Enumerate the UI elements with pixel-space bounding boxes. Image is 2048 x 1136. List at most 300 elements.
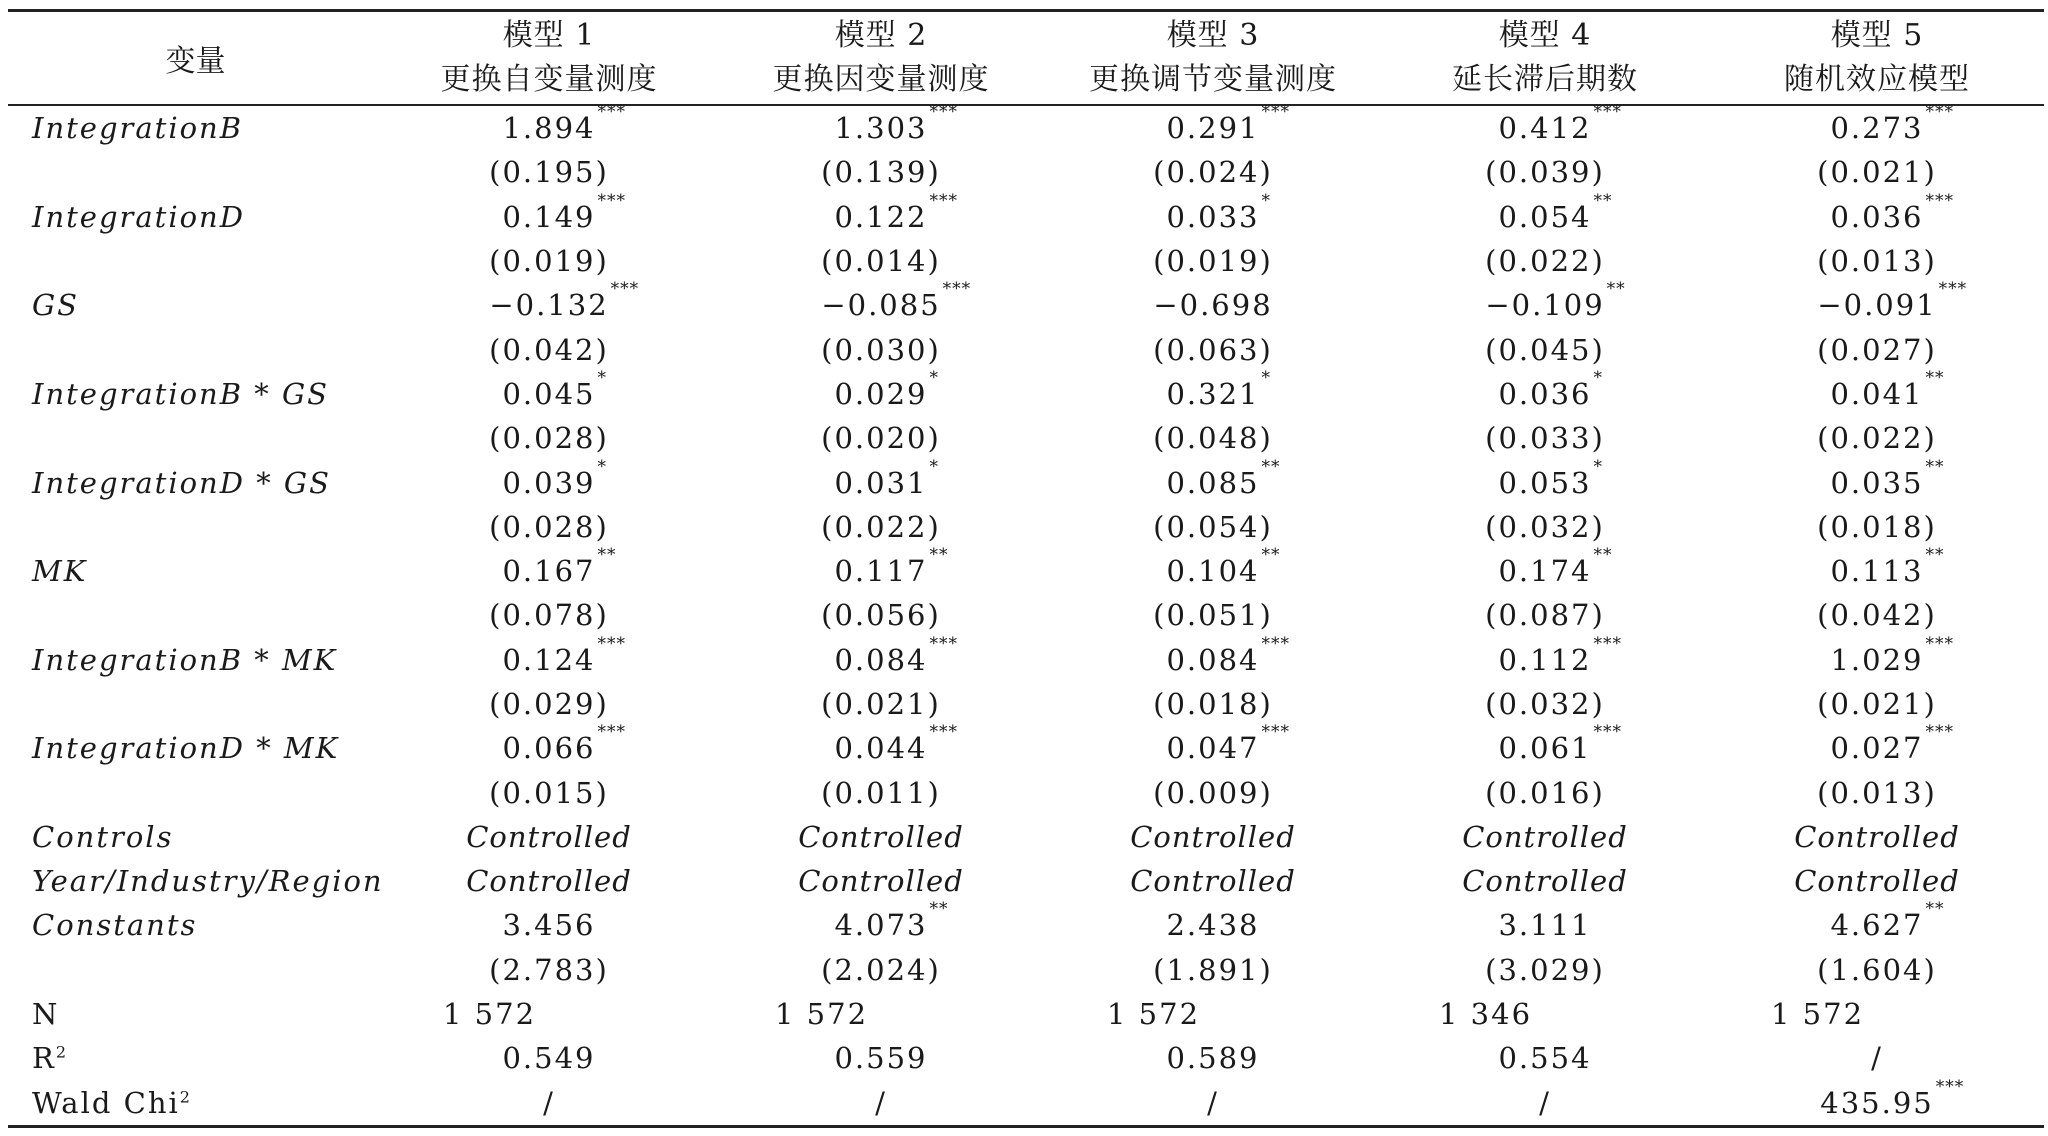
- cell-number: 0.104: [1166, 554, 1260, 589]
- cell-value: [1817, 333, 1937, 367]
- cell-model-2: [715, 102, 1047, 146]
- significance-stars: ***: [1925, 633, 1955, 654]
- cell-number: (0.018): [1817, 509, 1937, 544]
- cell-number: 0.412: [1498, 111, 1592, 146]
- cell-value: [821, 155, 941, 189]
- cell-value: [834, 545, 949, 589]
- cell-number: 0.047: [1166, 731, 1260, 766]
- cell-value: [1485, 155, 1605, 189]
- row-label: [8, 200, 383, 234]
- cell-number: (0.078): [489, 598, 609, 633]
- cell-value: [1153, 155, 1273, 189]
- significance-stars: **: [929, 899, 949, 920]
- header-model-1: [383, 12, 715, 104]
- cell-model-1: [383, 997, 715, 1031]
- cell-number: 0.549: [502, 1041, 596, 1076]
- cell-value: [1485, 421, 1605, 455]
- cell-model-4: [1379, 510, 1711, 544]
- cell-number: (2.783): [489, 952, 609, 987]
- cell-value: [821, 687, 941, 721]
- model-name: 模型 4: [1498, 18, 1592, 53]
- table-row-se: [8, 593, 2044, 637]
- cell-model-1: [383, 1041, 715, 1075]
- cell-number: (0.022): [1817, 421, 1937, 456]
- header-model-4: [1379, 12, 1711, 104]
- cell-model-4: [1379, 102, 1711, 146]
- cell-value: [489, 421, 609, 455]
- significance-stars: **: [1261, 545, 1281, 566]
- cell-model-4: [1379, 820, 1711, 854]
- cell-model-4: [1379, 1041, 1711, 1075]
- cell-number: 1.303: [834, 111, 928, 146]
- cell-model-1: [383, 722, 715, 766]
- table-body: [8, 102, 2044, 1125]
- cell-model-1: [383, 953, 715, 987]
- table-row: [8, 190, 2044, 239]
- cell-number: (0.018): [1153, 687, 1273, 721]
- model-desc: 延长滞后期数: [1452, 62, 1638, 97]
- cell-number: (0.021): [1817, 687, 1937, 721]
- cell-number: (0.015): [489, 775, 609, 810]
- cell-model-1: [383, 598, 715, 632]
- cell-value: [1817, 953, 1937, 987]
- cell-model-2: [715, 456, 1047, 500]
- cell-value: [1153, 244, 1273, 278]
- cell-number: (0.016): [1485, 775, 1605, 810]
- cell-number: (0.063): [1153, 332, 1273, 367]
- cell-model-3: [1047, 776, 1379, 810]
- table-row: [8, 722, 2044, 770]
- significance-stars: ***: [1938, 279, 1968, 300]
- cell-model-1: [383, 776, 715, 810]
- cell-value: [502, 367, 608, 411]
- row-label-text: Constants: [32, 908, 198, 943]
- cell-model-5: [1711, 190, 2043, 234]
- cell-model-1: [383, 333, 715, 367]
- cell-number: 0.084: [1166, 642, 1260, 677]
- cell-number: (0.027): [1817, 332, 1937, 367]
- cell-model-2: [715, 722, 1047, 766]
- cell-number: /: [1539, 1085, 1551, 1120]
- row-label: [8, 731, 383, 765]
- cell-number: 0.554: [1498, 1041, 1592, 1076]
- cell-value: [834, 1041, 927, 1075]
- table-row: [8, 1036, 2044, 1080]
- cell-model-1: [383, 687, 715, 721]
- cell-model-4: [1379, 333, 1711, 367]
- cell-model-5: [1711, 997, 2043, 1031]
- significance-stars: ***: [1261, 102, 1291, 123]
- significance-stars: ***: [597, 190, 627, 211]
- cell-value: [502, 190, 627, 234]
- significance-stars: ***: [597, 633, 627, 654]
- cell-model-1: [383, 190, 715, 234]
- cell-value: [1539, 1086, 1551, 1120]
- cell-number: 0.045: [502, 376, 596, 411]
- cell-value: [1485, 953, 1605, 987]
- cell-value: [1817, 776, 1937, 810]
- cell-model-2: [715, 598, 1047, 632]
- cell-value: [1107, 997, 1200, 1031]
- cell-value: [1830, 190, 1955, 234]
- cell-number: −0.085: [821, 288, 941, 323]
- row-label-text: MK: [32, 554, 88, 589]
- cell-number: 0.054: [1498, 199, 1592, 234]
- cell-value: [1166, 908, 1259, 942]
- cell-model-3: [1047, 367, 1379, 411]
- table-row-se: [8, 948, 2044, 992]
- cell-model-3: [1047, 908, 1379, 942]
- cell-number: −0.109: [1485, 288, 1605, 323]
- cell-value: [1153, 953, 1273, 987]
- cell-model-3: [1047, 421, 1379, 455]
- model-desc: 更换因变量测度: [772, 62, 990, 97]
- significance-stars: ***: [610, 279, 640, 300]
- cell-value: [1166, 1041, 1259, 1075]
- cell-value: [1462, 820, 1628, 854]
- cell-number: 1.894: [502, 111, 596, 146]
- cell-value: [502, 456, 608, 500]
- cell-model-2: [715, 776, 1047, 810]
- cell-value: [1485, 776, 1605, 810]
- cell-model-5: [1711, 510, 2043, 544]
- cell-value: [1485, 598, 1605, 632]
- row-label-text: Controls: [32, 819, 174, 854]
- table-row: [8, 633, 2044, 682]
- cell-model-1: [383, 279, 715, 323]
- cell-number: 1 572: [1771, 997, 1865, 1032]
- cell-number: (0.139): [821, 155, 941, 190]
- cell-number: 0.029: [834, 376, 928, 411]
- cell-value: [1817, 155, 1937, 189]
- significance-stars: *: [1593, 367, 1604, 388]
- cell-value: [466, 864, 632, 898]
- cell-number: /: [1207, 1085, 1219, 1120]
- table-row-se: [8, 682, 2044, 726]
- cell-model-5: [1711, 633, 2043, 677]
- cell-value: [466, 820, 632, 854]
- cell-number: (0.039): [1485, 155, 1605, 190]
- cell-value: [1153, 687, 1273, 721]
- cell-value: [489, 510, 609, 544]
- cell-value: [1498, 190, 1613, 234]
- significance-stars: ***: [1593, 722, 1623, 743]
- significance-stars: **: [1261, 456, 1281, 477]
- cell-value: [1130, 864, 1296, 898]
- cell-value: [821, 776, 941, 810]
- cell-model-2: [715, 244, 1047, 278]
- cell-model-1: [383, 155, 715, 189]
- model-name: 模型 5: [1830, 18, 1924, 53]
- bottom-rule: [8, 1125, 2044, 1128]
- row-label: [8, 997, 383, 1031]
- cell-number: 0.291: [1166, 111, 1260, 146]
- significance-stars: **: [1925, 545, 1945, 566]
- cell-number: (0.013): [1817, 775, 1937, 810]
- cell-model-5: [1711, 155, 2043, 189]
- header-model-3: [1047, 12, 1379, 104]
- significance-stars: *: [597, 367, 608, 388]
- cell-value: [1794, 820, 1960, 854]
- cell-model-4: [1379, 421, 1711, 455]
- cell-model-4: [1379, 633, 1711, 677]
- cell-number: −0.698: [1153, 288, 1273, 323]
- cell-model-1: [383, 633, 715, 677]
- cell-model-3: [1047, 864, 1379, 898]
- cell-number: 0.031: [834, 465, 928, 500]
- cell-value: [1817, 244, 1937, 278]
- cell-value: [1817, 279, 1968, 323]
- row-label-text: GS: [32, 288, 80, 323]
- cell-value: [821, 598, 941, 632]
- cell-model-1: [383, 1086, 715, 1120]
- cell-model-3: [1047, 820, 1379, 854]
- cell-value: [489, 333, 609, 367]
- cell-number: 0.117: [834, 554, 928, 589]
- cell-model-5: [1711, 421, 2043, 455]
- cell-number: 3.456: [502, 908, 596, 943]
- row-label-text: IntegrationB * GS: [32, 376, 330, 411]
- cell-number: 0.589: [1166, 1041, 1260, 1076]
- significance-stars: **: [929, 545, 949, 566]
- cell-model-4: [1379, 545, 1711, 589]
- cell-number: (0.087): [1485, 598, 1605, 633]
- table-row-se: [8, 505, 2044, 549]
- cell-value: [1166, 722, 1291, 766]
- cell-number: 0.174: [1498, 554, 1592, 589]
- significance-stars: ***: [1935, 1076, 1965, 1097]
- cell-number: (0.028): [489, 509, 609, 544]
- row-label-superscript: 2: [179, 1087, 192, 1107]
- model-name: 模型 1: [502, 18, 596, 53]
- cell-number: (0.195): [489, 155, 609, 190]
- cell-model-2: [715, 953, 1047, 987]
- cell-number: /: [543, 1085, 555, 1120]
- cell-number: (0.042): [489, 332, 609, 367]
- cell-value: [1498, 722, 1623, 766]
- cell-value: [543, 1086, 555, 1120]
- cell-number: 1 572: [775, 997, 869, 1032]
- cell-model-4: [1379, 598, 1711, 632]
- cell-value: [821, 421, 941, 455]
- cell-model-2: [715, 421, 1047, 455]
- cell-model-5: [1711, 820, 2043, 854]
- cell-value: [834, 456, 940, 500]
- significance-stars: **: [597, 545, 617, 566]
- table-row-se: [8, 150, 2044, 194]
- cell-number: 0.085: [1166, 465, 1260, 500]
- row-label-text: R: [32, 1041, 56, 1076]
- significance-stars: *: [597, 456, 608, 477]
- cell-model-3: [1047, 545, 1379, 589]
- cell-value: [502, 633, 627, 677]
- cell-value: [502, 1041, 595, 1075]
- cell-value: [1498, 633, 1623, 677]
- cell-value: [1830, 633, 1955, 677]
- table-row: [8, 815, 2044, 859]
- cell-value: [1462, 864, 1628, 898]
- cell-model-4: [1379, 776, 1711, 810]
- cell-value: [834, 633, 959, 677]
- cell-value: [1794, 864, 1960, 898]
- cell-model-4: [1379, 190, 1711, 234]
- cell-value: [821, 244, 941, 278]
- cell-value: [443, 997, 536, 1031]
- cell-model-3: [1047, 687, 1379, 721]
- cell-model-5: [1711, 279, 2043, 323]
- significance-stars: ***: [597, 722, 627, 743]
- table-row: [8, 859, 2044, 903]
- cell-model-1: [383, 510, 715, 544]
- cell-number: (1.891): [1153, 952, 1273, 987]
- cell-model-5: [1711, 545, 2043, 589]
- cell-number: 1.029: [1830, 642, 1924, 677]
- cell-number: (3.029): [1485, 952, 1605, 987]
- cell-number: /: [1871, 1041, 1883, 1076]
- cell-value: [834, 102, 959, 146]
- cell-model-5: [1711, 367, 2043, 411]
- cell-model-5: [1711, 776, 2043, 810]
- cell-value: [1771, 997, 1864, 1031]
- cell-number: 0.112: [1498, 642, 1592, 677]
- cell-model-2: [715, 1086, 1047, 1120]
- cell-value: [489, 687, 609, 721]
- cell-model-1: [383, 908, 715, 942]
- cell-model-5: [1711, 456, 2043, 500]
- table-row: [8, 367, 2044, 416]
- significance-stars: ***: [942, 279, 972, 300]
- cell-number: 0.036: [1498, 376, 1592, 411]
- cell-number: 1 572: [443, 997, 537, 1032]
- cell-model-2: [715, 190, 1047, 234]
- cell-model-4: [1379, 864, 1711, 898]
- significance-stars: ***: [597, 102, 627, 123]
- cell-value: [1153, 288, 1272, 322]
- cell-value: [1830, 545, 1945, 589]
- cell-value: [798, 820, 964, 854]
- row-label: [8, 864, 383, 898]
- cell-model-4: [1379, 279, 1711, 323]
- cell-number: (0.042): [1817, 598, 1937, 633]
- cell-value: [1498, 456, 1604, 500]
- cell-value: [834, 367, 940, 411]
- cell-number: Controlled: [1130, 819, 1296, 854]
- table-row-se: [8, 327, 2044, 371]
- cell-model-1: [383, 367, 715, 411]
- cell-number: Controlled: [1794, 819, 1960, 854]
- cell-number: Controlled: [798, 819, 964, 854]
- model-desc: 更换自变量测度: [440, 62, 658, 97]
- significance-stars: ***: [929, 633, 959, 654]
- cell-number: Controlled: [1130, 864, 1296, 899]
- cell-number: 0.066: [502, 731, 596, 766]
- model-desc: 随机效应模型: [1784, 62, 1970, 97]
- cell-model-3: [1047, 1086, 1379, 1120]
- cell-value: [821, 510, 941, 544]
- cell-value: [1485, 510, 1605, 544]
- cell-value: [1830, 899, 1945, 943]
- cell-number: 0.273: [1830, 111, 1924, 146]
- significance-stars: **: [1925, 456, 1945, 477]
- cell-number: 0.033: [1166, 199, 1260, 234]
- significance-stars: **: [1593, 545, 1613, 566]
- row-label: [8, 288, 383, 322]
- cell-number: 0.027: [1830, 731, 1924, 766]
- cell-model-2: [715, 333, 1047, 367]
- table-row: [8, 545, 2044, 593]
- cell-value: [1498, 102, 1623, 146]
- cell-value: [1498, 908, 1591, 942]
- significance-stars: *: [1261, 190, 1272, 211]
- cell-model-2: [715, 820, 1047, 854]
- significance-stars: ***: [1925, 190, 1955, 211]
- cell-value: [502, 722, 627, 766]
- table-row-se: [8, 770, 2044, 814]
- cell-model-2: [715, 545, 1047, 589]
- row-label: [8, 1086, 383, 1120]
- cell-number: Controlled: [466, 864, 632, 899]
- cell-value: [1830, 367, 1945, 411]
- cell-model-5: [1711, 102, 2043, 146]
- cell-model-3: [1047, 155, 1379, 189]
- cell-value: [1153, 421, 1273, 455]
- cell-number: (0.022): [1485, 244, 1605, 279]
- table-row: [8, 279, 2044, 327]
- cell-model-3: [1047, 598, 1379, 632]
- cell-value: [821, 953, 941, 987]
- cell-number: 0.084: [834, 642, 928, 677]
- row-label-text: Wald Chi: [32, 1085, 180, 1120]
- significance-stars: ***: [929, 722, 959, 743]
- row-label-superscript: 2: [55, 1042, 69, 1062]
- cell-number: (0.020): [821, 421, 941, 456]
- cell-number: 0.122: [834, 199, 928, 234]
- header-row: [8, 12, 2044, 104]
- cell-model-1: [383, 421, 715, 455]
- cell-value: [1153, 510, 1273, 544]
- cell-model-3: [1047, 633, 1379, 677]
- cell-number: (0.045): [1485, 332, 1605, 367]
- significance-stars: ***: [929, 190, 959, 211]
- cell-value: [1817, 598, 1937, 632]
- cell-number: 0.061: [1498, 731, 1592, 766]
- cell-value: [502, 545, 617, 589]
- cell-model-4: [1379, 687, 1711, 721]
- cell-value: [1871, 1041, 1883, 1075]
- row-label-text: IntegrationB * MK: [32, 642, 338, 677]
- cell-number: 0.044: [834, 731, 928, 766]
- cell-number: Controlled: [466, 819, 632, 854]
- cell-number: (0.051): [1153, 598, 1273, 633]
- cell-value: [1830, 722, 1955, 766]
- cell-number: (0.054): [1153, 509, 1273, 544]
- cell-value: [489, 776, 609, 810]
- cell-number: (0.028): [489, 421, 609, 456]
- row-label: [8, 111, 383, 145]
- cell-number: Controlled: [1462, 819, 1628, 854]
- cell-model-5: [1711, 953, 2043, 987]
- cell-value: [1166, 102, 1291, 146]
- table-row: [8, 456, 2044, 504]
- cell-number: 0.124: [502, 642, 596, 677]
- cell-model-5: [1711, 1076, 2043, 1120]
- cell-number: 0.035: [1830, 465, 1924, 500]
- cell-value: [489, 155, 609, 189]
- model-name: 模型 2: [834, 18, 928, 53]
- cell-model-4: [1379, 456, 1711, 500]
- cell-value: [502, 908, 595, 942]
- cell-value: [1830, 456, 1945, 500]
